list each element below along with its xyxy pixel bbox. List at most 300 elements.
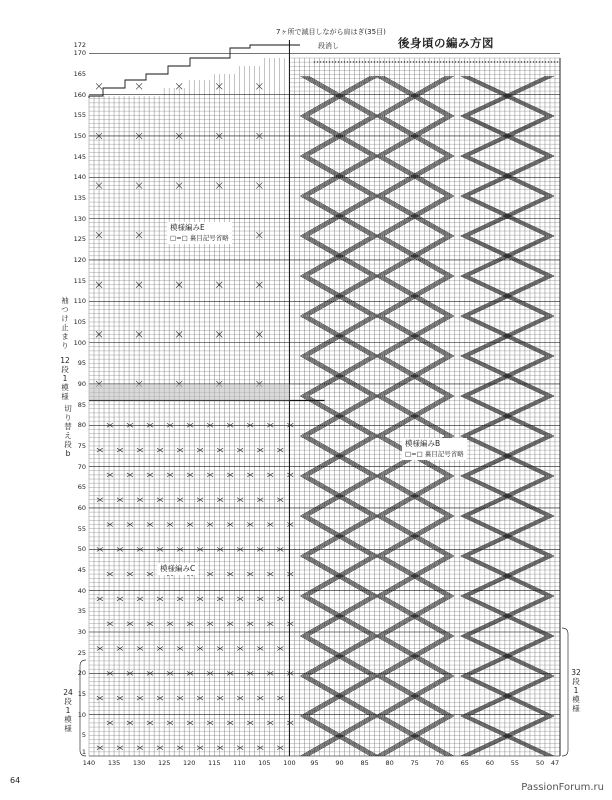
cable-diagonal (465, 676, 508, 696)
cable-diagonal (419, 216, 454, 236)
cable-diagonal (411, 556, 446, 576)
cable-diagonal (380, 576, 415, 596)
cable-diagonal (380, 536, 415, 556)
cable-diagonal (336, 356, 371, 376)
cable-diagonal (302, 536, 337, 556)
cable-diagonal (336, 256, 371, 276)
cable-diagonal (419, 376, 454, 396)
bind-off-dot (344, 61, 345, 62)
bind-off-note: 段消し (318, 42, 339, 50)
bind-off-dot (329, 61, 330, 62)
cable-diagonal (509, 516, 552, 536)
cable-diagonal (340, 116, 375, 136)
cable-diagonal (376, 416, 411, 436)
bind-off-dot (476, 61, 477, 62)
cable-diagonal (411, 616, 446, 636)
cable-diagonal (380, 236, 415, 256)
row-number: 25 (77, 648, 86, 657)
cable-diagonal (340, 196, 375, 216)
row-number: 65 (77, 483, 86, 492)
cable-diagonal (380, 416, 415, 436)
cable-diagonal (336, 216, 371, 236)
cable-diagonal (300, 556, 335, 576)
row-number: 85 (77, 400, 86, 409)
sleeve-stop-label: 袖つけ止まり (61, 296, 69, 350)
cable-diagonal (384, 136, 419, 156)
cable-diagonal (511, 416, 554, 436)
cable-diagonal (507, 256, 550, 276)
cable-diagonal (300, 636, 335, 656)
cable-diagonal (302, 556, 337, 576)
cable-diagonal (384, 496, 419, 516)
column-number: 70 (435, 759, 444, 767)
cable-diagonal (378, 96, 413, 116)
bind-off-dot (470, 61, 471, 62)
row-number: 1 (81, 747, 86, 756)
cable-diagonal (376, 256, 411, 276)
bind-off-dot (431, 61, 432, 62)
bind-off-dot (449, 61, 450, 62)
cable-diagonal (419, 696, 454, 716)
cable-diagonal (467, 296, 510, 316)
bind-off-dot (416, 61, 417, 62)
cable-diagonal (308, 96, 343, 116)
cable-diagonal (417, 196, 452, 216)
cable-diagonal (461, 236, 504, 256)
cable-diagonal (302, 296, 337, 316)
cable-diagonal (505, 536, 548, 556)
cable-diagonal (304, 716, 339, 736)
cable-diagonal (380, 356, 415, 376)
cable-diagonal (340, 656, 375, 676)
cable-diagonal (411, 256, 446, 276)
cable-diagonal (308, 516, 343, 536)
cable-diagonal (411, 96, 446, 116)
row-number: 80 (77, 421, 86, 430)
cable-diagonal (509, 456, 552, 476)
cable-diagonal (376, 236, 411, 256)
cable-diagonal (308, 256, 343, 276)
cable-diagonal (376, 196, 411, 216)
cable-diagonal (463, 116, 506, 136)
cable-diagonal (419, 176, 454, 196)
bind-off-dot (434, 61, 435, 62)
cable-diagonal (411, 216, 446, 236)
bind-off-dot (548, 61, 549, 62)
bind-off-dot (326, 61, 327, 62)
row-number: 70 (77, 462, 86, 471)
cable-diagonal (467, 376, 510, 396)
cable-diagonal (417, 496, 452, 516)
cable-diagonal (340, 736, 375, 756)
cable-diagonal (378, 236, 413, 256)
cable-diagonal (509, 356, 552, 376)
cable-diagonal (467, 136, 510, 156)
cable-diagonal (342, 176, 377, 196)
cable-diagonal (300, 696, 335, 716)
cable-diagonal (378, 536, 413, 556)
cable-diagonal (342, 196, 377, 216)
cable-diagonal (380, 256, 415, 276)
cable-diagonal (304, 416, 339, 436)
cable-diagonal (340, 716, 375, 736)
cable-diagonal (507, 576, 550, 596)
cable-diagonal (465, 736, 508, 756)
cable-diagonal (344, 256, 379, 276)
cable-diagonal (417, 216, 452, 236)
cable-diagonal (308, 76, 343, 96)
cable-diagonal (344, 456, 379, 476)
cable-diagonal (336, 716, 371, 736)
bind-off-dot (317, 61, 318, 62)
cable-diagonal (336, 96, 371, 116)
cable-diagonal (384, 336, 419, 356)
cable-diagonal (376, 76, 411, 96)
cable-diagonal (340, 136, 375, 156)
bind-off-dot (506, 61, 507, 62)
cable-diagonal (461, 516, 504, 536)
cable-diagonal (336, 416, 371, 436)
bind-off-dot (410, 61, 411, 62)
cable-diagonal (302, 576, 337, 596)
cable-diagonal (417, 736, 452, 756)
cable-diagonal (461, 456, 504, 476)
pattern-e-note: □=□ 裏目記号省略 (170, 234, 229, 242)
cable-diagonal (304, 736, 339, 756)
row-number: 15 (77, 689, 86, 698)
cable-diagonal (384, 376, 419, 396)
bind-off-dot (512, 61, 513, 62)
cable-diagonal (415, 516, 450, 536)
cable-diagonal (415, 556, 450, 576)
pattern-b-note: □=□ 裏目記号省略 (405, 450, 464, 458)
cable-diagonal (306, 616, 341, 636)
cable-diagonal (461, 556, 504, 576)
cable-diagonal (300, 496, 335, 516)
cable-diagonal (384, 256, 419, 276)
bind-off-dot (440, 61, 441, 62)
cable-diagonal (465, 356, 508, 376)
cable-diagonal (304, 676, 339, 696)
cable-diagonal (378, 176, 413, 196)
cable-diagonal (461, 96, 504, 116)
cable-diagonal (507, 676, 550, 696)
cable-diagonal (304, 196, 339, 216)
cable-diagonal (507, 236, 550, 256)
cable-diagonal (340, 216, 375, 236)
column-number: 80 (385, 759, 394, 767)
cable-diagonal (304, 376, 339, 396)
cable-diagonal (463, 76, 506, 96)
bind-off-dot (530, 61, 531, 62)
cable-diagonal (509, 256, 552, 276)
cable-diagonal (340, 576, 375, 596)
cable-diagonal (511, 96, 554, 116)
cable-diagonal (380, 116, 415, 136)
cable-diagonal (304, 456, 339, 476)
cable-diagonal (380, 96, 415, 116)
cable-diagonal (380, 656, 415, 676)
cable-diagonal (382, 256, 417, 276)
cable-diagonal (467, 196, 510, 216)
cable-diagonal (300, 676, 335, 696)
cable-diagonal (511, 696, 554, 716)
cable-diagonal (411, 636, 446, 656)
cable-diagonal (413, 736, 448, 756)
column-number: 90 (335, 759, 344, 767)
cable-diagonal (376, 376, 411, 396)
cable-diagonal (505, 336, 548, 356)
cable-diagonal (302, 136, 337, 156)
cable-diagonal (336, 576, 371, 596)
cable-diagonal (382, 376, 417, 396)
cable-diagonal (376, 356, 411, 376)
cable-diagonal (509, 576, 552, 596)
cable-diagonal (340, 696, 375, 716)
cable-diagonal (338, 356, 373, 376)
cable-diagonal (382, 296, 417, 316)
cable-diagonal (382, 576, 417, 596)
cable-diagonal (338, 256, 373, 276)
column-number: 47 (550, 759, 560, 767)
cable-diagonal (505, 76, 548, 96)
cable-diagonal (304, 296, 339, 316)
bind-off-dot (374, 61, 375, 62)
cable-diagonal (342, 136, 377, 156)
cable-diagonal (336, 376, 371, 396)
cable-diagonal (300, 136, 335, 156)
cable-diagonal (380, 616, 415, 636)
cable-diagonal (505, 116, 548, 136)
cable-diagonal (336, 296, 371, 316)
cable-diagonal (342, 516, 377, 536)
cable-diagonal (507, 456, 550, 476)
cable-diagonal (376, 636, 411, 656)
cable-diagonal (300, 656, 335, 676)
cable-diagonal (463, 356, 506, 376)
cable-diagonal (509, 536, 552, 556)
cable-diagonal (340, 176, 375, 196)
cable-diagonal (417, 536, 452, 556)
cable-diagonal (465, 136, 508, 156)
cable-diagonal (342, 236, 377, 256)
cable-diagonal (411, 356, 446, 376)
cable-diagonal (467, 216, 510, 236)
cable-diagonal (344, 296, 379, 316)
cable-diagonal (413, 76, 448, 96)
cable-diagonal (463, 656, 506, 676)
cable-diagonal (415, 356, 450, 376)
cable-diagonal (342, 556, 377, 576)
cable-diagonal (509, 216, 552, 236)
cable-diagonal (507, 556, 550, 576)
cable-diagonal (378, 416, 413, 436)
cable-diagonal (467, 516, 510, 536)
cable-diagonal (509, 416, 552, 436)
cable-diagonal (411, 196, 446, 216)
cable-diagonal (376, 536, 411, 556)
cable-diagonal (507, 196, 550, 216)
bind-off-dot (524, 61, 525, 62)
bind-off-dot (422, 61, 423, 62)
cable-diagonal (419, 636, 454, 656)
cable-diagonal (507, 696, 550, 716)
cable-diagonal (413, 636, 448, 656)
cable-diagonal (306, 236, 341, 256)
cable-diagonal (465, 116, 508, 136)
bind-off-dot (485, 61, 486, 62)
cable-diagonal (300, 616, 335, 636)
cable-diagonal (411, 516, 446, 536)
bind-off-dot (314, 61, 315, 62)
bind-off-dot (503, 61, 504, 62)
cable-diagonal (463, 416, 506, 436)
cable-diagonal (411, 536, 446, 556)
cable-diagonal (413, 716, 448, 736)
cable-diagonal (384, 356, 419, 376)
bind-off-dot (398, 61, 399, 62)
cable-diagonal (505, 456, 548, 476)
cable-diagonal (378, 76, 413, 96)
cable-diagonal (505, 376, 548, 396)
cable-diagonal (376, 176, 411, 196)
bind-off-dot (497, 61, 498, 62)
cable-diagonal (344, 716, 379, 736)
cable-diagonal (378, 556, 413, 576)
bind-off-dot (443, 61, 444, 62)
cable-diagonal (336, 516, 371, 536)
cable-diagonal (344, 536, 379, 556)
cable-diagonal (308, 376, 343, 396)
cable-diagonal (507, 176, 550, 196)
cable-diagonal (413, 536, 448, 556)
cable-diagonal (304, 176, 339, 196)
cable-diagonal (467, 716, 510, 736)
cable-diagonal (378, 516, 413, 536)
cable-diagonal (306, 336, 341, 356)
bind-off-dot (557, 61, 558, 62)
cable-diagonal (380, 676, 415, 696)
cable-diagonal (336, 116, 371, 136)
cable-diagonal (415, 496, 450, 516)
cable-diagonal (344, 616, 379, 636)
cable-diagonal (376, 96, 411, 116)
row-number: 100 (73, 338, 86, 347)
row-number: 150 (73, 131, 86, 140)
cable-diagonal (511, 536, 554, 556)
cable-diagonal (380, 556, 415, 576)
cable-diagonal (465, 296, 508, 316)
cable-diagonal (308, 716, 343, 736)
cable-diagonal (376, 216, 411, 236)
bind-off-dot (479, 61, 480, 62)
cable-diagonal (467, 556, 510, 576)
pattern-c-title: 模様編みC (160, 564, 196, 573)
bind-off-dot (392, 61, 393, 62)
cable-diagonal (342, 416, 377, 436)
cable-diagonal (338, 456, 373, 476)
bind-off-dot (389, 61, 390, 62)
bind-off-dot (362, 61, 363, 62)
cable-diagonal (415, 656, 450, 676)
cable-diagonal (338, 576, 373, 596)
cable-diagonal (384, 576, 419, 596)
cable-diagonal (344, 516, 379, 536)
cable-diagonal (302, 716, 337, 736)
bind-off-dot (353, 61, 354, 62)
cable-diagonal (507, 636, 550, 656)
cable-diagonal (463, 376, 506, 396)
cable-diagonal (382, 96, 417, 116)
bind-off-dot (368, 61, 369, 62)
cable-diagonal (419, 496, 454, 516)
cable-diagonal (384, 716, 419, 736)
cable-diagonal (507, 736, 550, 756)
cable-diagonal (417, 376, 452, 396)
cable-diagonal (507, 616, 550, 636)
cable-diagonal (509, 716, 552, 736)
cable-diagonal (505, 516, 548, 536)
cable-diagonal (306, 636, 341, 656)
cable-diagonal (308, 556, 343, 576)
cable-diagonal (463, 696, 506, 716)
cable-diagonal (419, 716, 454, 736)
cable-diagonal (344, 96, 379, 116)
cable-diagonal (382, 176, 417, 196)
cable-diagonal (338, 336, 373, 356)
cable-diagonal (382, 636, 417, 656)
cable-diagonal (380, 136, 415, 156)
cable-diagonal (461, 676, 504, 696)
cable-diagonal (306, 196, 341, 216)
bind-off-dot (407, 61, 408, 62)
repeat-12-label: 12段1模様 (60, 356, 70, 401)
bind-off-dot (437, 61, 438, 62)
cable-diagonal (336, 196, 371, 216)
bind-off-dot (458, 61, 459, 62)
cable-diagonal (338, 296, 373, 316)
bind-off-dot (386, 61, 387, 62)
cable-diagonal (302, 336, 337, 356)
cable-diagonal (380, 216, 415, 236)
cable-diagonal (417, 336, 452, 356)
cable-diagonal (382, 356, 417, 376)
cable-diagonal (338, 216, 373, 236)
cable-diagonal (302, 196, 337, 216)
cable-diagonal (382, 336, 417, 356)
cable-diagonal (306, 496, 341, 516)
cable-diagonal (461, 496, 504, 516)
cable-diagonal (302, 76, 337, 96)
cable-diagonal (380, 716, 415, 736)
cable-diagonal (378, 256, 413, 276)
bind-off-dot (425, 61, 426, 62)
cable-diagonal (376, 296, 411, 316)
row-number: 140 (73, 173, 86, 182)
cable-diagonal (511, 456, 554, 476)
cable-diagonal (378, 376, 413, 396)
cable-diagonal (342, 336, 377, 356)
cable-diagonal (382, 496, 417, 516)
cable-diagonal (382, 236, 417, 256)
bind-off-dot (521, 61, 522, 62)
cable-diagonal (306, 556, 341, 576)
cable-diagonal (461, 416, 504, 436)
cable-diagonal (505, 96, 548, 116)
cable-diagonal (384, 536, 419, 556)
cable-diagonal (306, 696, 341, 716)
cable-diagonal (415, 216, 450, 236)
